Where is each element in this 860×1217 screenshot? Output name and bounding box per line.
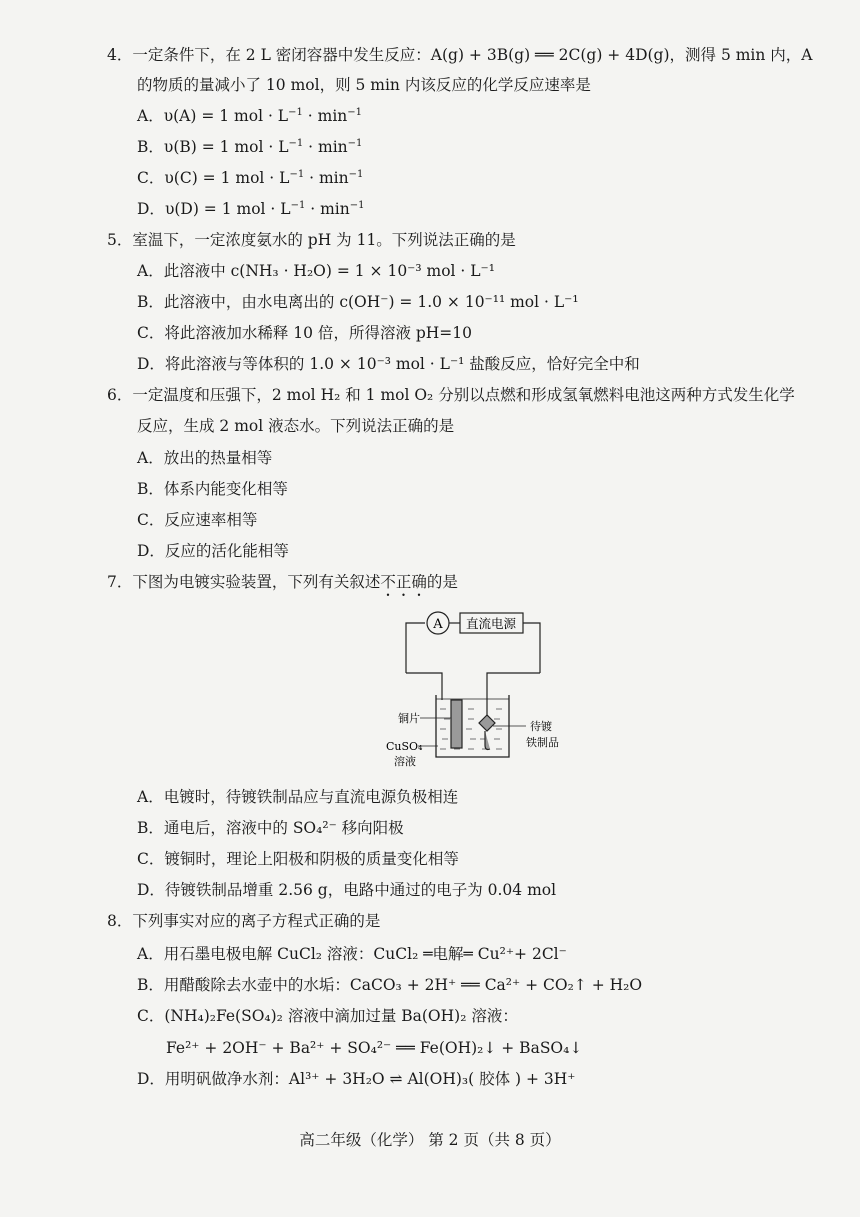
q4-option-d: D．υ(D) = 1 mol · $L^{-1} \cdot \min^{-1}$ bbox=[137, 199, 365, 218]
electroplating-diagram bbox=[380, 605, 580, 775]
copper-plate bbox=[451, 700, 462, 748]
solution-label-2: 溶液 bbox=[394, 755, 416, 768]
iron-label-2: 铁制品 bbox=[526, 736, 559, 749]
power-supply-label: 直流电源 bbox=[465, 616, 517, 631]
q4-option-b: B．υ(B) = 1 mol · $L^{-1} \cdot \min^{-1}$ bbox=[137, 137, 363, 156]
q4-option-a: A．υ(A) = 1 mol · $L^{-1} \cdot \min^{-1}$ bbox=[137, 106, 363, 125]
q8-option-a: A．用石墨电极电解 CuCl₂ 溶液：CuCl₂ ═电解═ Cu²⁺+ 2Cl⁻ bbox=[137, 945, 567, 963]
q5-option-c: C．将此溶液加水稀释 10 倍，所得溶液 pH=10 bbox=[137, 324, 473, 342]
q5-stem: 5．室温下，一定浓度氨水的 pH 为 11。下列说法正确的是 bbox=[107, 231, 516, 249]
q5-option-a: A．此溶液中 c(NH₃ · H₂O) = 1 × 10⁻³ mol · L⁻¹ bbox=[137, 262, 495, 280]
q6-stem-line2: 反应，生成 2 mol 液态水。下列说法正确的是 bbox=[137, 417, 455, 435]
q7-emphasis: 不正确 bbox=[380, 573, 427, 591]
q8-option-c-line1: C．(NH₄)₂Fe(SO₄)₂ 溶液中滴加过量 Ba(OH)₂ 溶液： bbox=[137, 1007, 518, 1025]
copper-plate-label: 铜片 bbox=[398, 712, 420, 725]
q4-stem-line2: 的物质的量减小了 10 mol，则 5 min 内该反应的化学反应速率是 bbox=[137, 76, 591, 94]
iron-article bbox=[479, 715, 495, 750]
q8-stem: 8．下列事实对应的离子方程式正确的是 bbox=[107, 912, 381, 930]
q6-option-a: A．放出的热量相等 bbox=[137, 449, 273, 467]
q6-option-b: B．体系内能变化相等 bbox=[137, 480, 288, 498]
page-footer: 高二年级（化学） 第 2 页（共 8 页） bbox=[299, 1131, 561, 1149]
q6-option-c: C．反应速率相等 bbox=[137, 511, 258, 529]
q6-stem-line1: 6．一定温度和压强下，2 mol H₂ 和 1 mol O₂ 分别以点燃和形成氢氧燃料电池这两种方式发生化学 bbox=[107, 386, 795, 404]
q7-option-b: B．通电后，溶液中的 SO₄²⁻ 移向阳极 bbox=[137, 819, 404, 837]
q5-option-d: D．将此溶液与等体积的 1.0 × 10⁻³ mol · L⁻¹ 盐酸反应，恰好完全中和 bbox=[137, 355, 640, 373]
q8-option-c-line2: Fe²⁺ + 2OH⁻ + Ba²⁺ + SO₄²⁻ ══ Fe(OH)₂↓ + BaSO₄↓ bbox=[166, 1039, 583, 1057]
solution-label-1: CuSO₄ bbox=[386, 740, 423, 753]
q7-stem: 7．下图为电镀实验装置，下列有关叙述不正确的是 bbox=[107, 573, 458, 591]
q7-option-c: C．镀铜时，理论上阳极和阴极的质量变化相等 bbox=[137, 850, 459, 868]
q4-option-c: C．υ(C) = 1 mol · $L^{-1} \cdot \min^{-1}$ bbox=[137, 168, 364, 187]
q8-option-b: B．用醋酸除去水壶中的水垢：CaCO₃ + 2H⁺ ══ Ca²⁺ + CO₂↑ + H₂O bbox=[137, 976, 643, 994]
ammeter-label: A bbox=[433, 617, 443, 632]
q4-stem-line1: 4．一定条件下，在 2 L 密闭容器中发生反应：A(g) + 3B(g) ══ 2C(g) + 4D(g)，测得 5 min 内，A bbox=[107, 46, 813, 64]
q8-option-d: D．用明矾做净水剂：Al³⁺ + 3H₂O ⇌ Al(OH)₃( 胶体 ) + 3H⁺ bbox=[137, 1070, 576, 1088]
solution-pattern bbox=[440, 709, 502, 749]
iron-label-1: 待镀 bbox=[530, 720, 552, 733]
q7-option-a: A．电镀时，待镀铁制品应与直流电源负极相连 bbox=[137, 788, 459, 806]
q5-option-b: B．此溶液中，由水电离出的 c(OH⁻) = 1.0 × 10⁻¹¹ mol · L⁻¹ bbox=[137, 293, 579, 311]
q7-option-d: D．待镀铁制品增重 2.56 g，电路中通过的电子为 0.04 mol bbox=[137, 881, 557, 899]
q6-option-d: D．反应的活化能相等 bbox=[137, 542, 289, 560]
